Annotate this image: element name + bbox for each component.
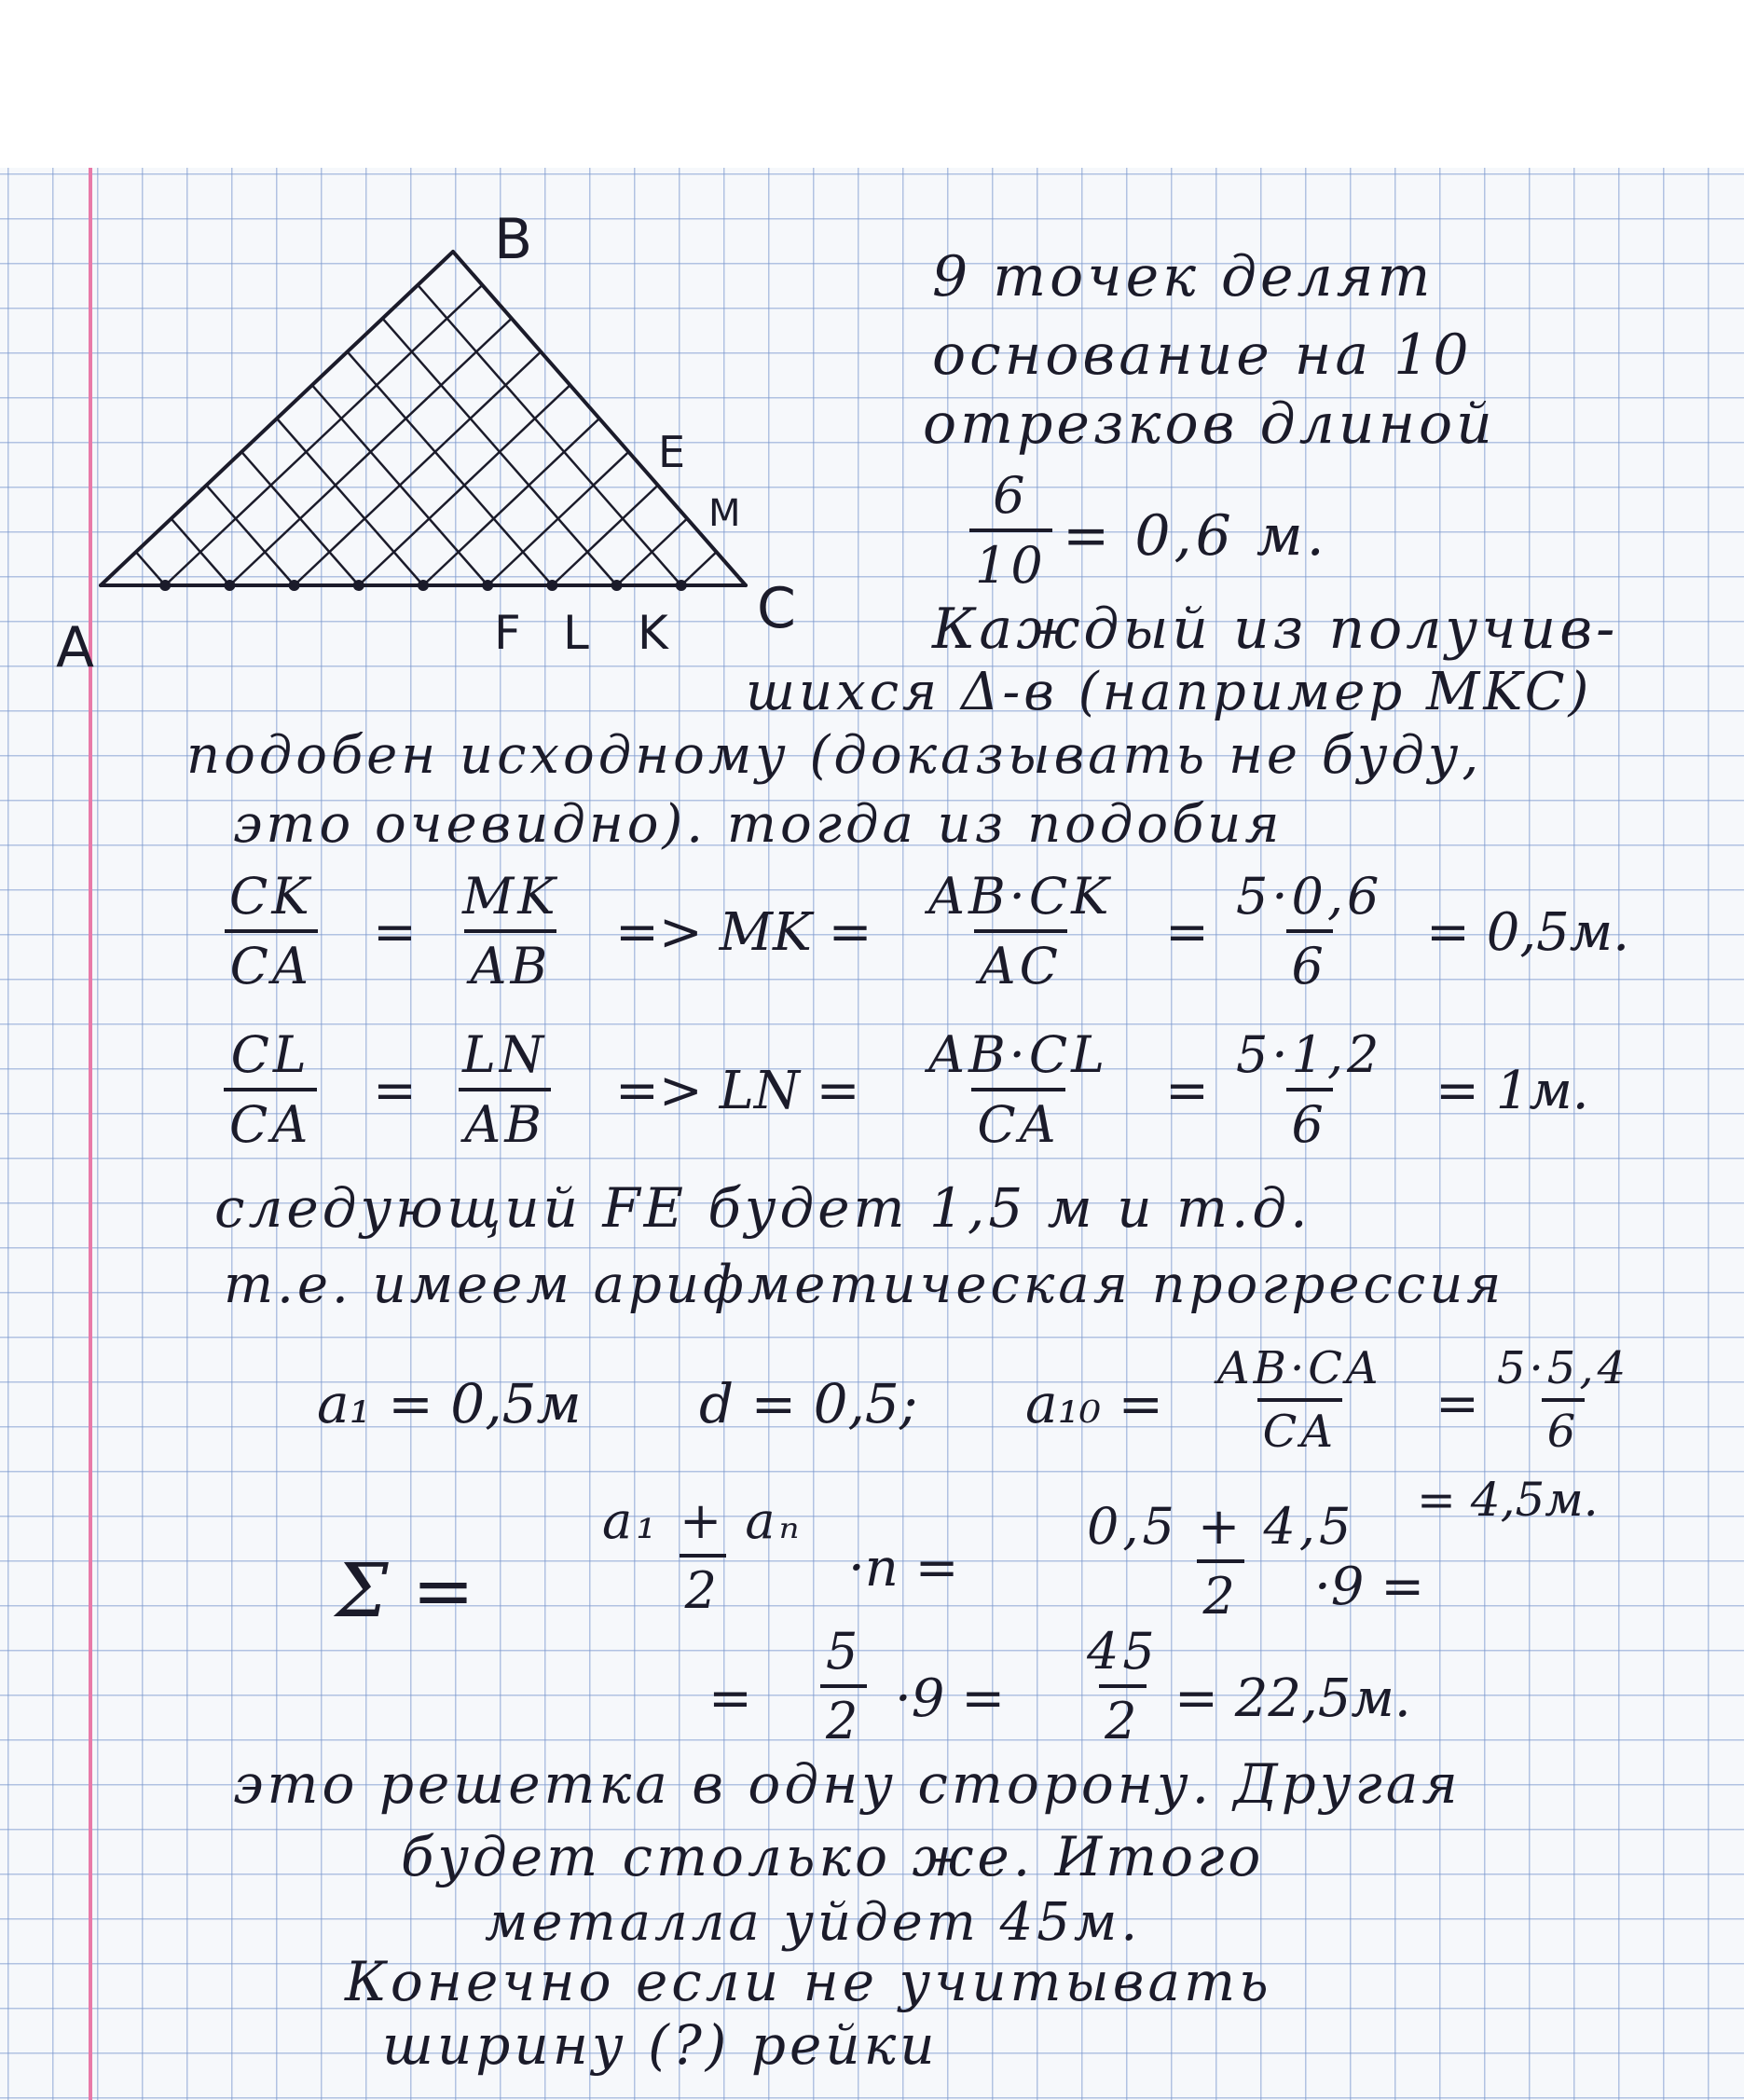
eq2-f3-num: AB·CL — [928, 1025, 1109, 1084]
eq3-frac-1 — [1212, 1342, 1388, 1458]
eq1-f1-num: CK — [229, 867, 313, 926]
text-line-7: подобен исходному (доказывать не буду, — [186, 725, 1483, 786]
eq5-f2-den: 2 — [1099, 1684, 1146, 1750]
eq2-op2: = — [1165, 1061, 1209, 1121]
eq2-tail: = 1м. — [1435, 1061, 1589, 1121]
label-f: F — [494, 606, 521, 660]
eq2-frac-4 — [1230, 1025, 1388, 1154]
hatch-line — [165, 285, 482, 585]
hatch-line — [681, 552, 717, 585]
label-e: E — [658, 427, 686, 477]
eq4-sigma: Σ = — [336, 1547, 475, 1634]
eq2-op1: = — [373, 1061, 417, 1121]
eq1-frac-2 — [457, 867, 565, 995]
eq5-frac-1 — [820, 1622, 867, 1750]
eq2-f4-den: 6 — [1286, 1088, 1333, 1154]
eq5-frac-2 — [1081, 1622, 1164, 1750]
eq3-f2-den: 6 — [1542, 1398, 1586, 1458]
text-line-12: будет столько же. Итого — [401, 1825, 1265, 1888]
eq2-f3-den: CA — [971, 1088, 1064, 1154]
division-point — [224, 580, 235, 591]
hatching — [136, 285, 717, 585]
eq4-f1-num: a₁ + aₙ — [602, 1491, 803, 1550]
hatch-line — [423, 419, 599, 585]
label-k: K — [638, 606, 668, 660]
eq3-a10: a₁₀ = — [1025, 1372, 1164, 1435]
eq3-f2-num: 5·5,4 — [1497, 1342, 1630, 1394]
eq4-f1-den: 2 — [680, 1554, 726, 1620]
eq2-frac-2 — [457, 1025, 553, 1154]
division-point — [353, 580, 364, 591]
eq5-f1-num: 5 — [826, 1622, 862, 1681]
eq4-frac-1 — [597, 1491, 809, 1620]
eq1-arrow: => MK = — [615, 902, 872, 963]
text-line-3: отрезков длиной — [923, 391, 1496, 457]
eq1-f2-num: MK — [462, 867, 559, 926]
eq5-lead: = — [708, 1668, 752, 1729]
eq4-mid: ·n = — [848, 1538, 959, 1599]
hatch-line — [172, 518, 230, 585]
eq2-f4-num: 5·1,2 — [1236, 1025, 1383, 1084]
eq1-f1-den: CA — [225, 929, 318, 995]
hatch-line — [277, 419, 423, 585]
eq1-frac-1 — [224, 867, 319, 995]
text-line-8: это очевидно). тогда из подобия — [233, 794, 1284, 855]
eq1-op2: = — [1165, 902, 1209, 963]
hatch-line — [136, 552, 165, 585]
eq3-f1-num: AB·CA — [1217, 1342, 1382, 1394]
fraction-6-10 — [969, 466, 1052, 595]
text-line-14: Конечно если не учитывать — [345, 1950, 1272, 2013]
eq1-f4-num: 5·0,6 — [1236, 867, 1383, 926]
label-b: B — [494, 207, 533, 272]
eq5-mid: ·9 = — [895, 1668, 1006, 1729]
eq2-arrow: => LN = — [615, 1061, 860, 1121]
eq1-f4-den: 6 — [1286, 929, 1333, 995]
eq3-op: = — [1435, 1374, 1479, 1434]
text-line-2: основание на 10 — [932, 323, 1473, 388]
text-line-9: следующий FE будет 1,5 м и т.д. — [214, 1176, 1311, 1240]
label-a: A — [56, 615, 95, 680]
division-point — [289, 580, 300, 591]
eq1-frac-3 — [923, 867, 1119, 995]
division-point — [159, 580, 171, 591]
hatch-line — [241, 452, 359, 585]
eq2-f2-den: AB — [459, 1088, 551, 1154]
eq4-f2-den: 2 — [1197, 1559, 1243, 1626]
text-line-6: шихся Δ-в (например MKC) — [746, 662, 1593, 722]
eq1-f3-num: AB·CK — [928, 867, 1113, 926]
eq3-tail: = 4,5м. — [1417, 1473, 1599, 1527]
text-line-10: т.е. имеем арифметическая прогрессия — [224, 1255, 1505, 1315]
text-line-11: это решетка в одну сторону. Другая — [233, 1752, 1462, 1816]
eq3-f1-den: CA — [1257, 1398, 1342, 1458]
eq3-frac-2 — [1491, 1342, 1635, 1458]
eq2-frac-3 — [923, 1025, 1114, 1154]
eq2-frac-1 — [224, 1025, 317, 1154]
text-line-15: ширину (?) рейки — [382, 2013, 939, 2077]
eq1-f3-den: AC — [974, 929, 1067, 995]
eq5-tail: = 22,5м. — [1174, 1668, 1411, 1729]
eq3-d: d = 0,5; — [699, 1372, 918, 1435]
eq5-f2-num: 45 — [1087, 1622, 1159, 1681]
hatch-line — [418, 285, 681, 585]
hatch-line — [348, 351, 553, 585]
frac-num: 6 — [993, 466, 1029, 525]
eq4-f2-num: 0,5 + 4,5 — [1087, 1497, 1355, 1556]
text-line-13: металла уйдет 45м. — [485, 1892, 1142, 1953]
division-point — [611, 580, 623, 591]
eq5-f1-den: 2 — [820, 1684, 867, 1750]
hatch-line — [312, 385, 487, 585]
eq2-f1-num: CL — [230, 1025, 310, 1084]
frac-den: 10 — [969, 528, 1052, 595]
eq1-tail: = 0,5м. — [1426, 902, 1630, 963]
label-c: C — [757, 576, 796, 641]
eq1-f2-den: AB — [464, 929, 556, 995]
text-line-4-tail: = 0,6 м. — [1063, 503, 1328, 569]
label-l: L — [563, 606, 589, 660]
division-point — [418, 580, 429, 591]
label-m: M — [708, 492, 741, 535]
eq4-tail: ·9 = — [1314, 1557, 1425, 1617]
hatch-line — [295, 351, 542, 585]
hatch-line — [382, 319, 616, 585]
eq1-frac-4 — [1230, 867, 1388, 995]
division-point — [546, 580, 557, 591]
text-line-5: Каждый из получив- — [932, 597, 1619, 662]
division-point — [676, 580, 687, 591]
eq2-f1-den: CA — [224, 1088, 317, 1154]
division-point — [482, 580, 493, 591]
eq3-a1: a₁ = 0,5м — [317, 1372, 582, 1435]
eq2-f2-num: LN — [462, 1025, 548, 1084]
text-line-1: 9 точек делят — [932, 244, 1435, 309]
eq1-op1: = — [373, 902, 417, 963]
